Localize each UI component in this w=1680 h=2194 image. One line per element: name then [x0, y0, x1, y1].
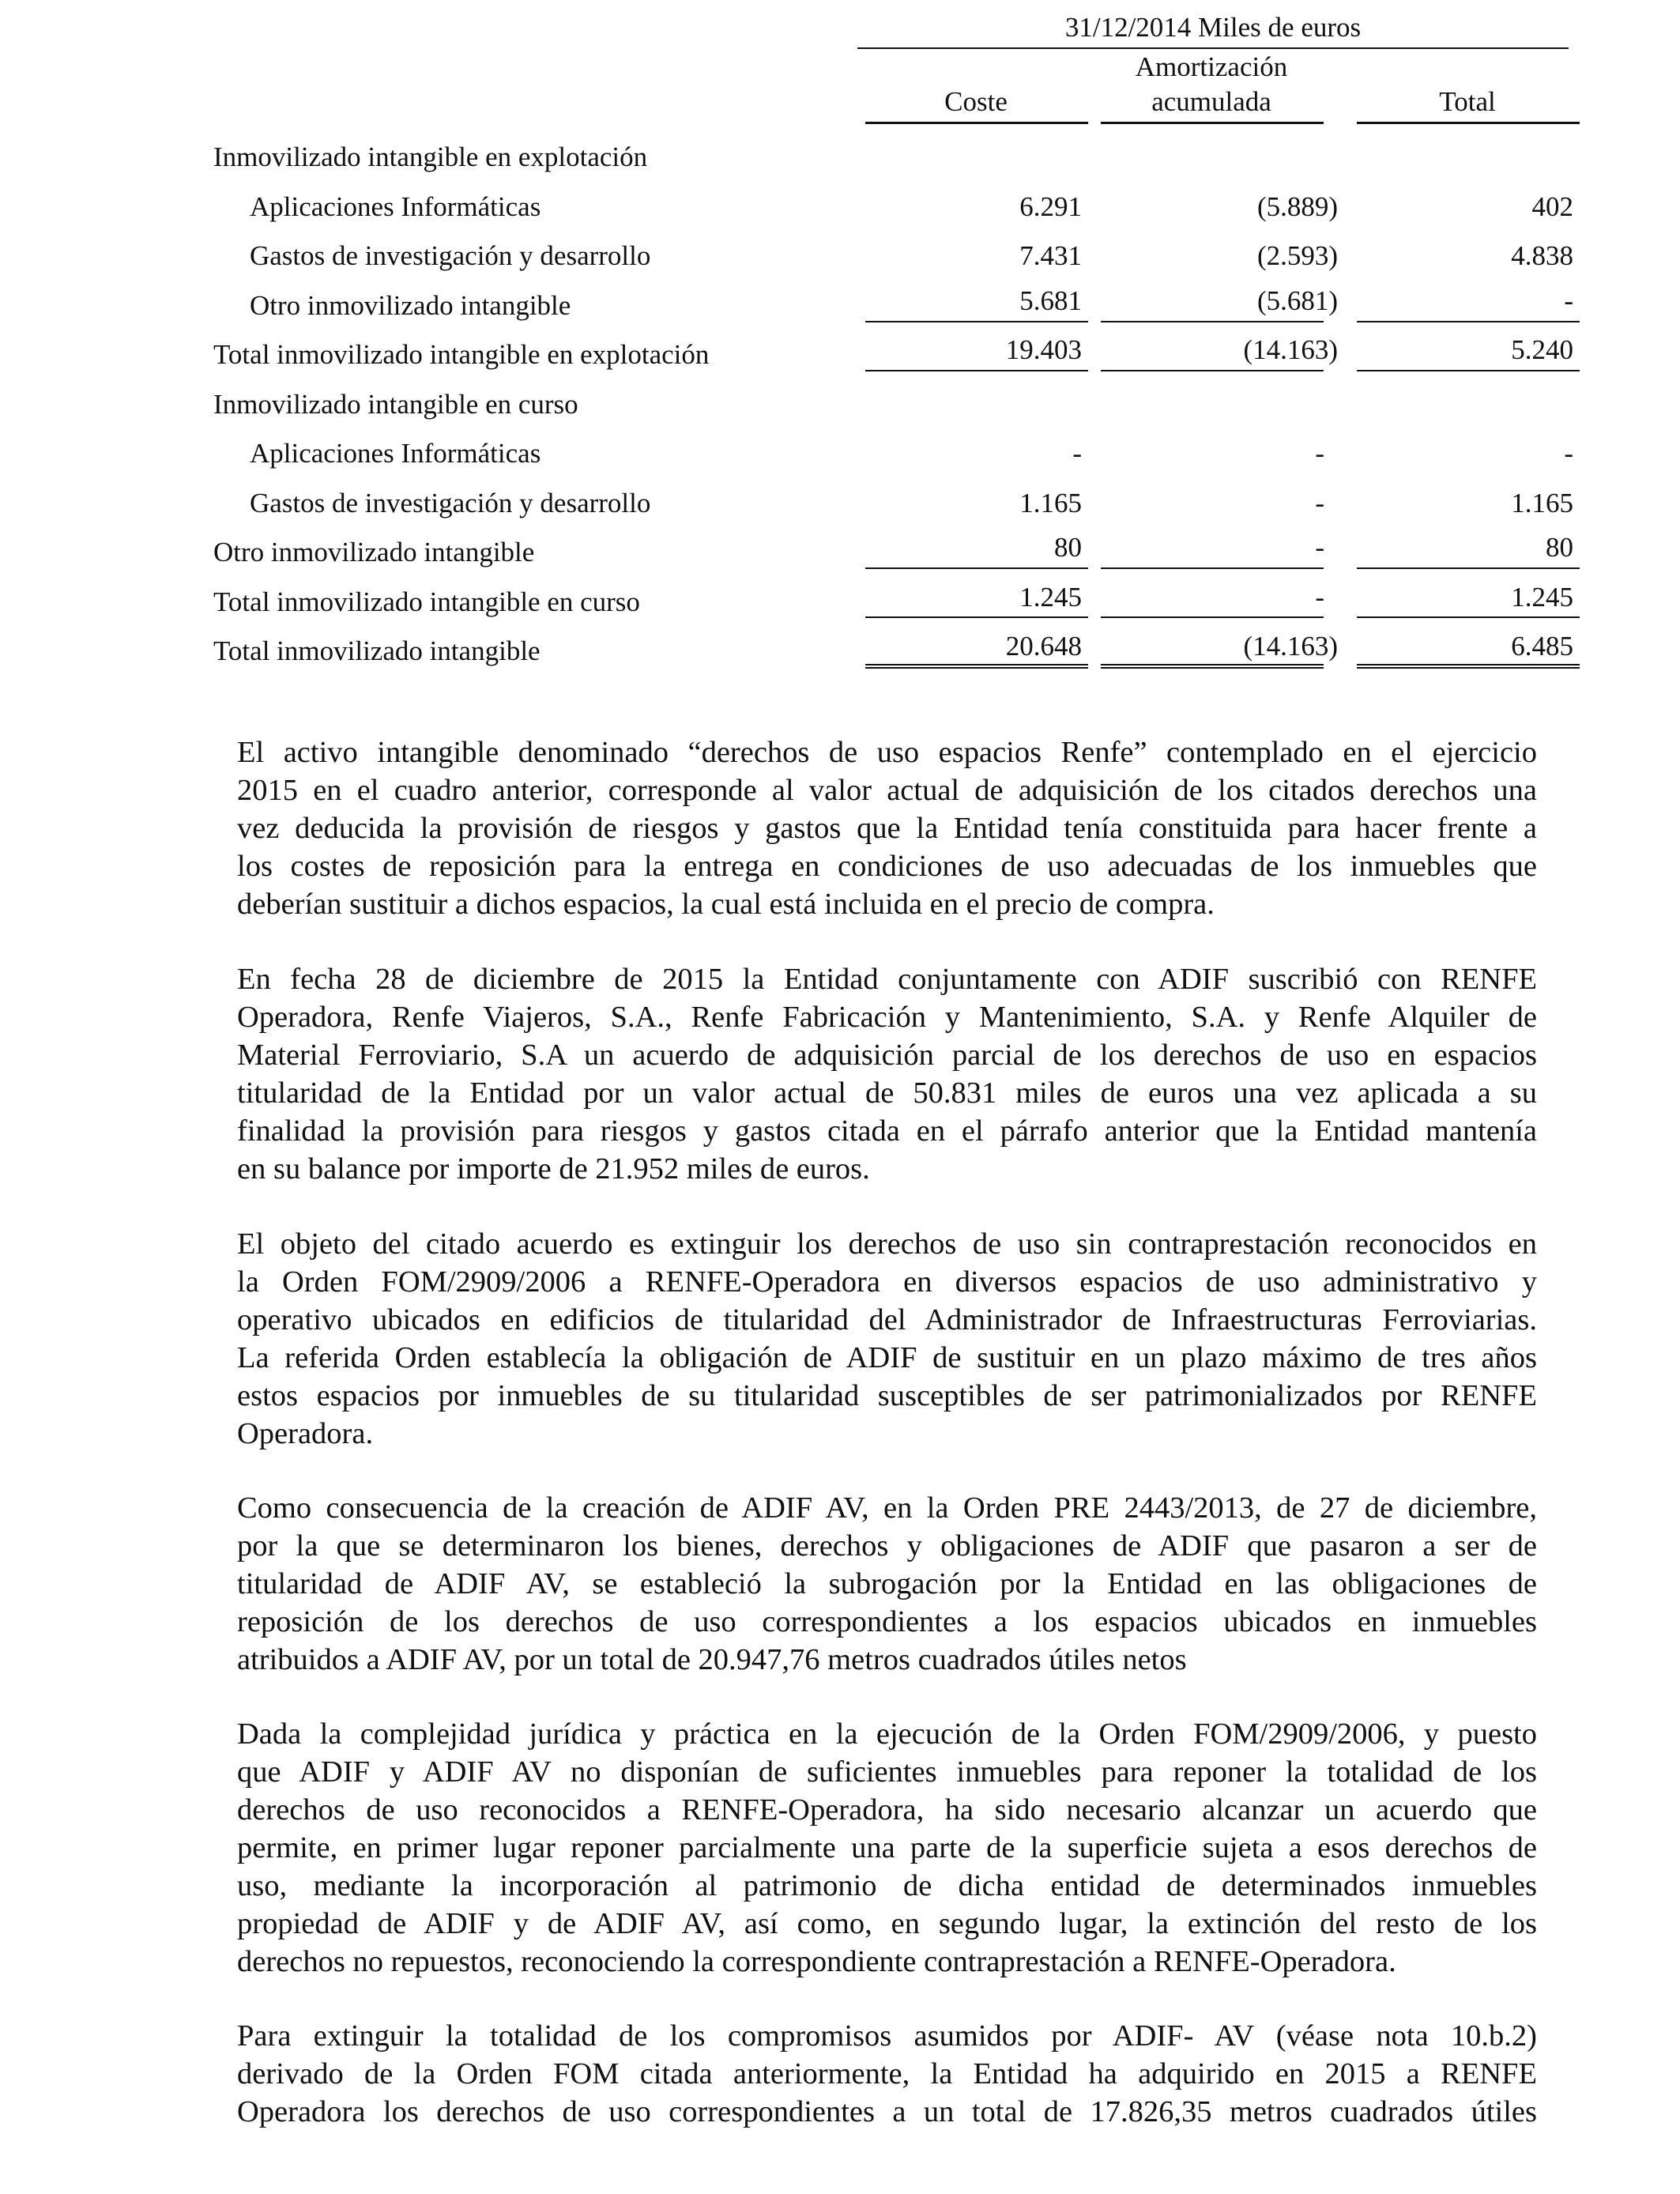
text-line: los costes de reposición para la entrega en condiciones de uso adecuadas de los inmuebles que: [237, 850, 1537, 883]
table-row-label: Total inmovilizado intangible en curso: [213, 586, 640, 617]
table-row-label: Total inmovilizado intangible: [213, 635, 541, 666]
table-cell-amortization: -: [1315, 582, 1324, 613]
total-rule: [1101, 370, 1324, 371]
subtotal-rule: [1101, 321, 1324, 322]
table-cell-cost: 1.245: [1019, 582, 1082, 613]
text-line: propiedad de ADIF y de ADIF AV, así como, en segundo lugar, la extinción del resto de los: [237, 1907, 1537, 1940]
text-line: reposición de los derechos de uso correspondientes a los espacios ubicados en inmuebles: [237, 1605, 1537, 1638]
column-rule-cost: [865, 122, 1088, 124]
text-line: operativo ubicados en edificios de titularidad del Administrador de Infraestructuras Ferroviarias.: [237, 1303, 1537, 1336]
paragraph-complejidad-juridica: [237, 1715, 1537, 1981]
text-line: derechos no repuestos, reconociendo la correspondiente contraprestación a RENFE-Operadora.: [237, 1945, 1396, 1978]
paragraph-derechos-uso: [237, 733, 1537, 923]
header-divider: [857, 47, 1569, 49]
subtotal-rule: [1357, 567, 1580, 569]
paragraph-objeto-acuerdo: [237, 1225, 1537, 1453]
section-title-explotacion: Inmovilizado intangible en explotación: [213, 141, 648, 172]
table-cell-cost: 19.403: [1005, 334, 1082, 365]
column-header-amortization-line2: acumulada: [1151, 86, 1271, 117]
column-header-amortization-line1: Amortización: [1135, 51, 1288, 82]
table-cell-total: -: [1564, 438, 1573, 469]
table-cell-amortization: (14.163): [1243, 631, 1338, 662]
subtotal-rule: [1101, 567, 1324, 569]
text-line: Operadora.: [237, 1417, 374, 1450]
table-period-header: 31/12/2014 Miles de euros: [1064, 12, 1362, 43]
paragraph-acuerdo-adquisicion: [237, 960, 1537, 1188]
table-row-label: Otro inmovilizado intangible: [250, 290, 571, 321]
text-line: El objeto del citado acuerdo es extinguir los derechos de uso sin contraprestación reconocidos en: [237, 1227, 1537, 1261]
table-row-label: Gastos de investigación y desarrollo: [250, 488, 651, 518]
column-header-total: Total: [1439, 86, 1496, 117]
grand-total-double-rule: [865, 664, 1088, 669]
subtotal-rule: [865, 567, 1088, 569]
paragraph-adif-av: [237, 1489, 1537, 1679]
table-cell-amortization: -: [1315, 488, 1324, 518]
column-rule-total: [1357, 122, 1580, 124]
table-row-label: Aplicaciones Informáticas: [250, 191, 541, 222]
table-cell-total: 4.838: [1511, 240, 1573, 271]
grand-total-double-rule: [1101, 664, 1324, 669]
table-cell-amortization: (14.163): [1243, 334, 1338, 365]
text-line: La referida Orden establecía la obligación de ADIF de sustituir en un plazo máximo de tres años: [237, 1341, 1537, 1374]
subtotal-rule: [865, 321, 1088, 322]
text-line: deberían sustituir a dichos espacios, la cual está incluida en el precio de compra.: [237, 888, 1215, 921]
table-cell-amortization: (5.681): [1256, 285, 1338, 316]
total-rule: [1357, 616, 1580, 618]
table-cell-cost: 1.165: [1019, 488, 1082, 518]
text-line: 2015 en el cuadro anterior, corresponde al valor actual de adquisición de los citados derechos una: [237, 774, 1537, 807]
table-cell-amortization: (5.889): [1256, 191, 1338, 222]
grand-total-double-rule: [1357, 664, 1580, 669]
table-cell-total: 6.485: [1511, 631, 1573, 662]
table-cell-total: -: [1564, 285, 1573, 316]
text-line: En fecha 28 de diciembre de 2015 la Entidad conjuntamente con ADIF suscribió con RENFE: [237, 963, 1537, 996]
table-cell-total: 80: [1546, 532, 1573, 563]
table-row-label: Total inmovilizado intangible en explotación: [213, 339, 710, 370]
text-line: derechos de uso reconocidos a RENFE-Operadora, ha sido necesario alcanzar un acuerdo que: [237, 1793, 1537, 1826]
text-line: Operadora los derechos de uso correspondientes a un total de 17.826,35 metros cuadrados útiles: [237, 2095, 1537, 2128]
table-cell-total: 1.165: [1511, 488, 1573, 518]
text-line: finalidad la provisión para riesgos y gastos citada en el párrafo anterior que la Entidad mantenía: [237, 1114, 1537, 1148]
section-title-curso: Inmovilizado intangible en curso: [213, 389, 578, 420]
table-cell-total: 5.240: [1511, 334, 1573, 365]
total-rule: [1357, 370, 1580, 371]
table-cell-cost: 6.291: [1019, 191, 1082, 222]
text-line: vez deducida la provisión de riesgos y gastos que la Entidad tenía constituida para hacer frente a: [237, 812, 1537, 845]
table-cell-amortization: -: [1315, 532, 1324, 563]
table-row-label: Aplicaciones Informáticas: [250, 438, 541, 469]
text-line: Para extinguir la totalidad de los compromisos asumidos por ADIF- AV (véase nota 10.b.2): [237, 2019, 1537, 2053]
text-line: estos espacios por inmuebles de su titularidad susceptibles de ser patrimonializados por RENFE: [237, 1379, 1537, 1412]
total-rule: [865, 370, 1088, 371]
text-line: en su balance por importe de 21.952 miles de euros.: [237, 1152, 870, 1186]
text-line: Como consecuencia de la creación de ADIF AV, en la Orden PRE 2443/2013, de 27 de diciembre,: [237, 1491, 1537, 1525]
text-line: derivado de la Orden FOM citada anteriormente, la Entidad ha adquirido en 2015 a RENFE: [237, 2057, 1537, 2090]
table-cell-cost: 80: [1054, 532, 1082, 563]
total-rule: [1101, 616, 1324, 618]
table-cell-cost: -: [1072, 438, 1082, 469]
subtotal-rule: [1357, 321, 1580, 322]
table-row-label: Otro inmovilizado intangible: [213, 537, 535, 567]
paragraph-extinguir-compromisos: [237, 2017, 1537, 2131]
text-line: Material Ferroviario, S.A un acuerdo de adquisición parcial de los derechos de uso en espacios: [237, 1039, 1537, 1072]
text-line: atribuidos a ADIF AV, por un total de 20.947,76 metros cuadrados útiles netos: [237, 1643, 1187, 1676]
table-cell-amortization: -: [1315, 438, 1324, 469]
text-line: titularidad de la Entidad por un valor actual de 50.831 miles de euros una vez aplicada a su: [237, 1076, 1537, 1110]
text-line: por la que se determinaron los bienes, derechos y obligaciones de ADIF que pasaron a ser de: [237, 1529, 1537, 1563]
column-header-cost: Coste: [944, 86, 1008, 117]
text-line: uso, mediante la incorporación al patrimonio de dicha entidad de determinados inmuebles: [237, 1869, 1537, 1902]
table-cell-total: 402: [1531, 191, 1573, 222]
table-cell-cost: 7.431: [1019, 240, 1082, 271]
text-line: Dada la complejidad jurídica y práctica en la ejecución de la Orden FOM/2909/2006, y puesto: [237, 1717, 1537, 1751]
text-line: El activo intangible denominado “derechos de uso espacios Renfe” contemplado en el ejercicio: [237, 736, 1537, 769]
table-row-label: Gastos de investigación y desarrollo: [250, 240, 651, 271]
total-rule: [865, 616, 1088, 618]
table-cell-amortization: (2.593): [1256, 240, 1338, 271]
table-cell-cost: 20.648: [1005, 631, 1082, 662]
table-cell-cost: 5.681: [1019, 285, 1082, 316]
text-line: Operadora, Renfe Viajeros, S.A., Renfe Fabricación y Mantenimiento, S.A. y Renfe Alquiler de: [237, 1001, 1537, 1034]
text-line: titularidad de ADIF AV, se estableció la subrogación por la Entidad en las obligaciones de: [237, 1567, 1537, 1600]
text-line: la Orden FOM/2909/2006 a RENFE-Operadora en diversos espacios de uso administrativo y: [237, 1265, 1537, 1299]
column-rule-amortization: [1101, 122, 1324, 124]
text-line: permite, en primer lugar reponer parcialmente una parte de la superficie sujeta a esos derechos de: [237, 1831, 1537, 1864]
table-cell-total: 1.245: [1511, 582, 1573, 613]
text-line: que ADIF y ADIF AV no disponían de suficientes inmuebles para reponer la totalidad de los: [237, 1755, 1537, 1789]
